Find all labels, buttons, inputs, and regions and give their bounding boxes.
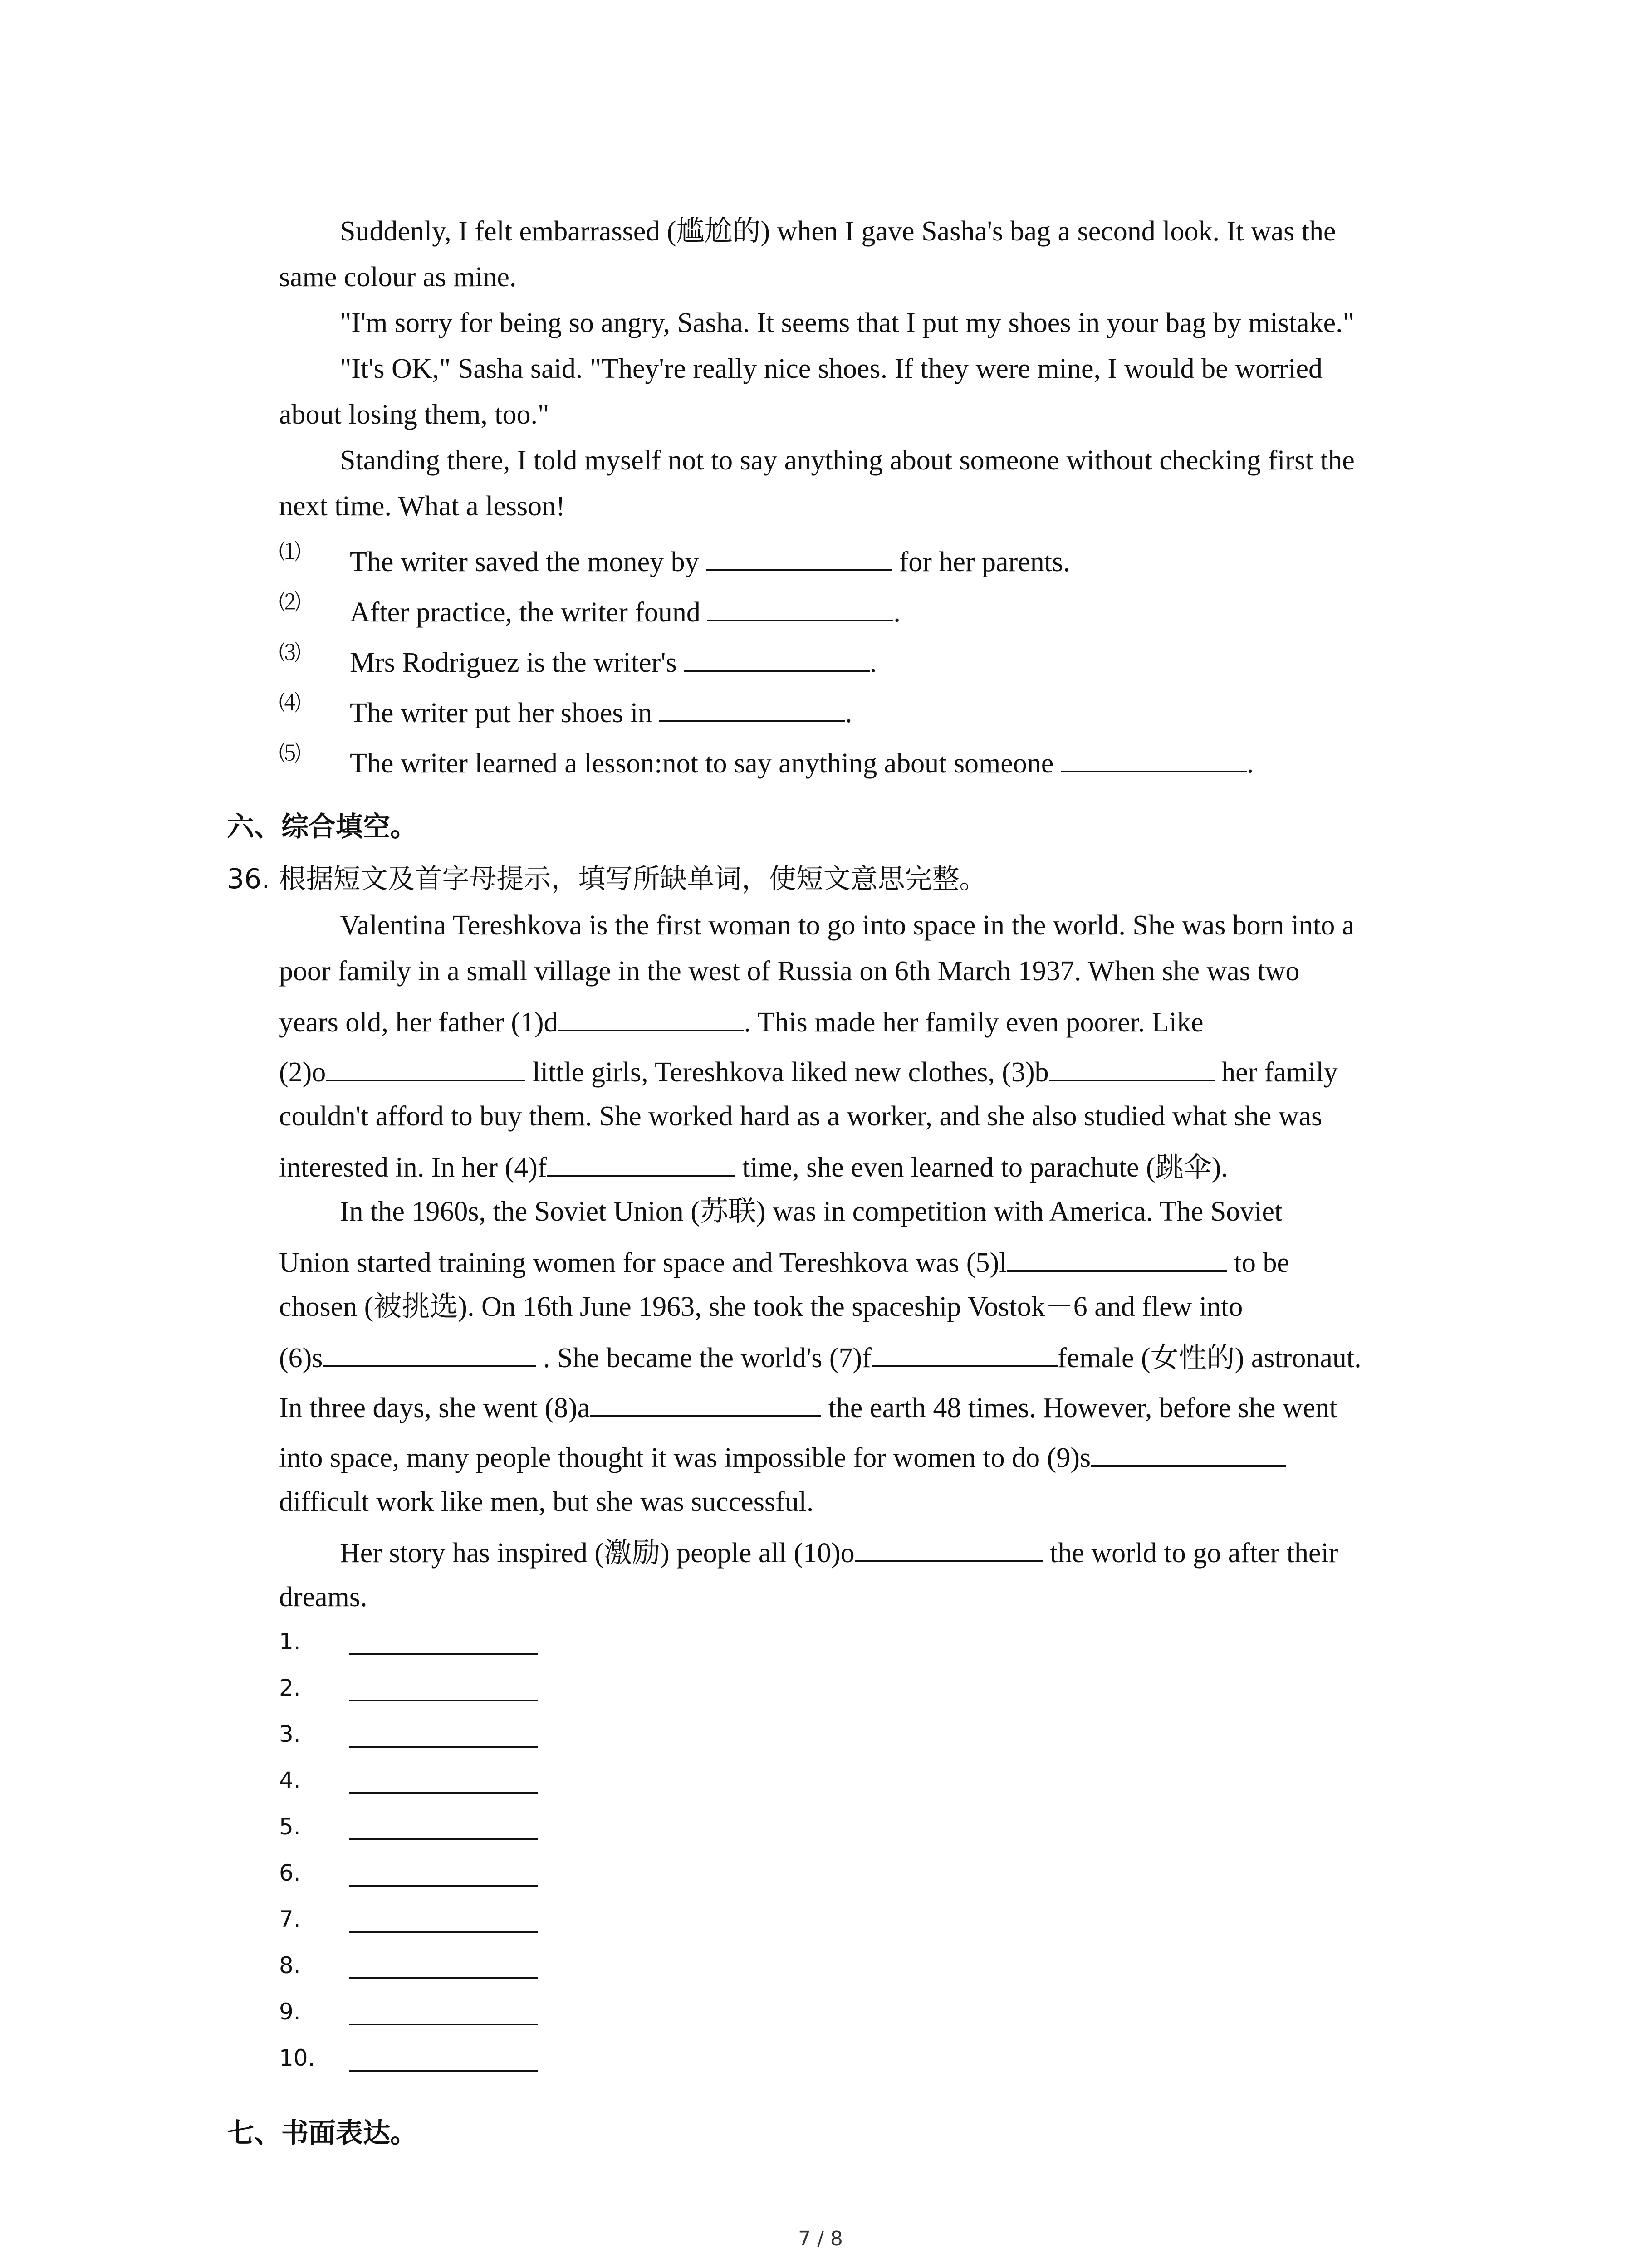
passage-line: about losing them, too." [279, 399, 549, 430]
section-heading: 七、书面表达。 [227, 2117, 417, 2149]
passage-line: In three days, she went (8)a the earth 48 times. However, before she went [279, 1383, 1459, 1431]
answer-blank[interactable] [1049, 1048, 1215, 1081]
passage-line: poor family in a small village in the west of Russia on 6th March 1937. When she was two [279, 956, 1300, 987]
answer-blank[interactable] [706, 538, 892, 571]
question-item: ⑴ The writer saved the money by for her parents. [279, 538, 1070, 585]
passage-line: Suddenly, I felt embarrassed (尴尬的) when I gave Sasha's bag a second look. It was the [340, 216, 1336, 247]
passage-line: chosen (被挑选). On 16th June 1963, she took the spaceship Vostok－6 and flew into [279, 1291, 1243, 1322]
passage-line: Valentina Tereshkova is the first woman to go into space in the world. She was born into a [340, 910, 1355, 941]
passage-line: couldn't afford to buy them. She worked hard as a worker, and she also studied what she was [279, 1101, 1323, 1132]
passage-line: years old, her father (1)d . This made her family even poorer. Like [279, 998, 1459, 1046]
passage-line: next time. What a lesson! [279, 491, 565, 522]
answer-line[interactable] [349, 1931, 538, 1933]
answer-blank[interactable] [872, 1334, 1058, 1367]
answer-line-item: 9. [279, 1999, 301, 2025]
answer-blank[interactable] [558, 998, 744, 1031]
answer-line-item: 4. [279, 1767, 301, 1794]
passage-line: (2)o little girls, Tereshkova liked new clothes, (3)b her family [279, 1048, 1459, 1095]
passage-line: Her story has inspired (激励) people all (10)o the world to go after their [279, 1529, 1459, 1576]
passage-line: dreams. [279, 1582, 367, 1613]
answer-line[interactable] [349, 2024, 538, 2025]
passage-line: same colour as mine. [279, 262, 517, 293]
answer-line[interactable] [349, 1792, 538, 1794]
section-heading: 六、综合填空。 [227, 811, 417, 843]
answer-line[interactable] [349, 1700, 538, 1701]
answer-line[interactable] [349, 1746, 538, 1748]
answer-blank[interactable] [1061, 739, 1247, 772]
answer-blank[interactable] [684, 638, 870, 672]
answer-blank[interactable] [547, 1143, 735, 1177]
answer-line-item: 1. [279, 1628, 301, 1655]
passage-line: Union started training women for space and Tereshkova was (5)l to be [279, 1238, 1459, 1286]
answer-line-item: 8. [279, 1952, 301, 1979]
answer-line-item: 5. [279, 1813, 301, 1840]
page-number: 7 / 8 [798, 2227, 843, 2250]
answer-line-item: 3. [279, 1721, 301, 1747]
question-item: ⑶ Mrs Rodriguez is the writer's . [279, 638, 877, 686]
question-item: ⑵ After practice, the writer found . [279, 588, 901, 635]
passage-line: Standing there, I told myself not to say anything about someone without checking first the [340, 445, 1355, 476]
answer-line-item: 2. [279, 1675, 301, 1701]
answer-blank[interactable] [323, 1334, 536, 1367]
passage-line: difficult work like men, but she was successful. [279, 1486, 814, 1517]
answer-blank[interactable] [1007, 1238, 1227, 1272]
answer-line-item: 10. [279, 2045, 315, 2071]
answer-line[interactable] [349, 1885, 538, 1887]
answer-blank[interactable] [1091, 1433, 1286, 1467]
answer-blank[interactable] [659, 689, 845, 722]
passage-line: In the 1960s, the Soviet Union (苏联) was in competition with America. The Soviet [340, 1196, 1283, 1227]
passage-line: "It's OK," Sasha said. "They're really nice shoes. If they were mine, I would be worried [340, 353, 1323, 384]
passage-line: "I'm sorry for being so angry, Sasha. It seems that I put my shoes in your bag by mistake." [340, 308, 1354, 338]
passage-line: interested in. In her (4)f time, she even learned to parachute (跳伞). [279, 1143, 1459, 1191]
answer-blank[interactable] [707, 588, 893, 621]
answer-blank[interactable] [590, 1383, 821, 1417]
answer-blank[interactable] [855, 1529, 1043, 1562]
answer-line[interactable] [349, 1838, 538, 1840]
question-item: ⑸ The writer learned a lesson:not to say anything about someone . [279, 739, 1254, 787]
question-heading: 36. 根据短文及首字母提示，填写所缺单词，使短文意思完整。 [227, 863, 987, 895]
answer-line-item: 6. [279, 1860, 301, 1886]
answer-blank[interactable] [326, 1048, 525, 1081]
answer-line[interactable] [349, 1653, 538, 1655]
question-item: ⑷ The writer put her shoes in . [279, 689, 852, 736]
passage-line: (6)s . She became the world's (7)f female (女性的) astronaut. [279, 1334, 1459, 1381]
answer-line[interactable] [349, 1977, 538, 1979]
answer-line-item: 7. [279, 1906, 301, 1932]
answer-line[interactable] [349, 2070, 538, 2072]
passage-line: into space, many people thought it was impossible for women to do (9)s [279, 1433, 1459, 1481]
